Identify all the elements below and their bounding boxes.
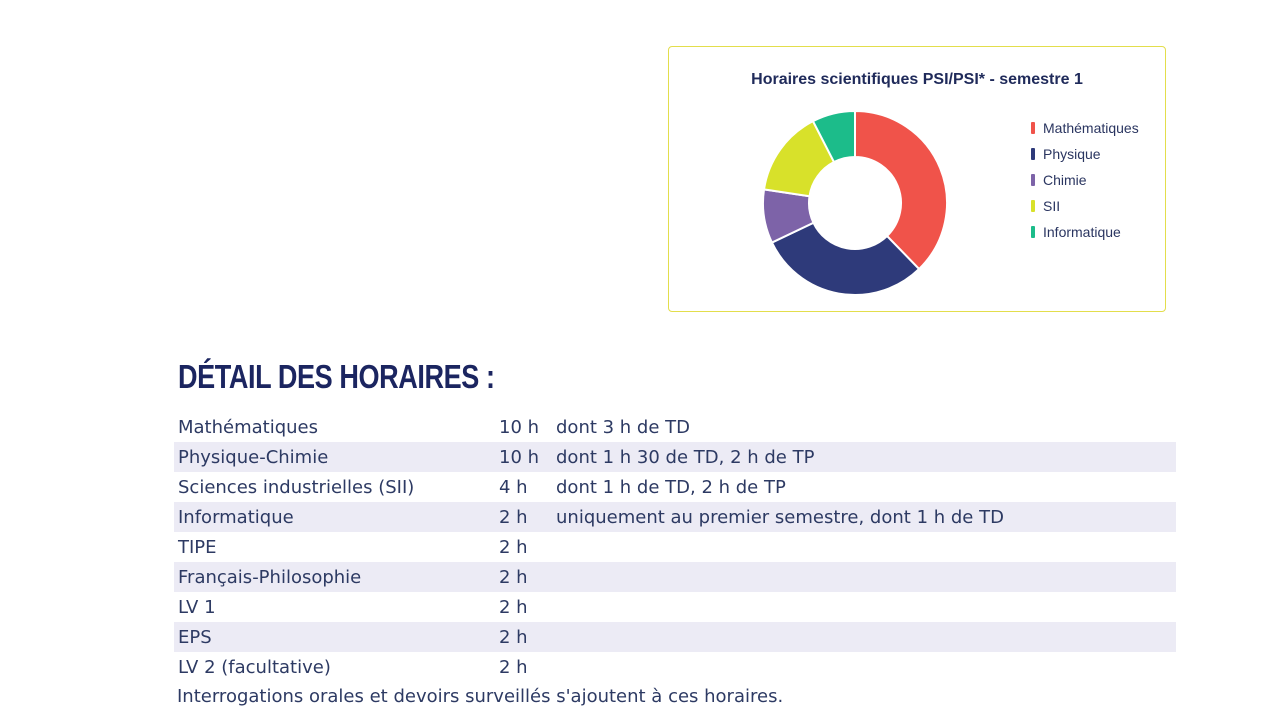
legend-item[interactable] [1031,219,1139,245]
hours-cell: 4 h [499,476,528,498]
chart-title: Horaires scientifiques PSI/PSI* - semestre 1 [751,71,1083,88]
subject-cell: LV 2 (facultative) [178,656,331,678]
hours-cell: 2 h [499,626,528,648]
table-row [174,652,1176,682]
subject-cell: TIPE [178,536,217,558]
legend-label: Physique [1043,146,1101,162]
hours-cell: 2 h [499,566,528,588]
chart-card [668,46,1166,312]
legend-item[interactable] [1031,115,1139,141]
legend-swatch [1031,122,1035,134]
table-row [174,622,1176,652]
hours-cell: 2 h [499,656,528,678]
schedule-table [174,412,1176,682]
hours-cell: 2 h [499,596,528,618]
subject-cell: Physique-Chimie [178,446,329,468]
legend-item[interactable] [1031,167,1139,193]
detail-cell: uniquement au premier semestre, dont 1 h de TD [556,506,1004,528]
subject-cell: Français-Philosophie [178,566,362,588]
legend-swatch [1031,226,1035,238]
detail-cell: dont 1 h de TD, 2 h de TP [556,476,786,498]
footnote: Interrogations orales et devoirs surveillés s'ajoutent à ces horaires. [177,686,784,707]
legend-item[interactable] [1031,193,1139,219]
legend-item[interactable] [1031,141,1139,167]
hours-cell: 2 h [499,536,528,558]
subject-cell: Informatique [178,506,294,528]
table-row [174,412,1176,442]
table-row [174,592,1176,622]
table-row [174,502,1176,532]
hours-cell: 10 h [499,416,540,438]
legend-label: Chimie [1043,172,1087,188]
table-row [174,442,1176,472]
detail-cell: dont 3 h de TD [556,416,691,438]
legend-swatch [1031,174,1035,186]
subject-cell: LV 1 [178,596,216,618]
hours-cell: 10 h [499,446,540,468]
subject-cell: Sciences industrielles (SII) [178,476,415,498]
section-title: DÉTAIL DES HORAIRES : [178,358,495,395]
detail-cell: dont 1 h 30 de TD, 2 h de TP [556,446,815,468]
donut-slice-mathématiques[interactable] [855,111,947,269]
subject-cell: Mathématiques [178,416,319,438]
subject-cell: EPS [178,626,212,648]
table-row [174,472,1176,502]
hours-cell: 2 h [499,506,528,528]
table-row [174,562,1176,592]
legend-label: Informatique [1043,224,1121,240]
legend-label: Mathématiques [1043,120,1139,136]
chart-legend [1031,115,1139,245]
table-row [174,532,1176,562]
legend-swatch [1031,200,1035,212]
legend-swatch [1031,148,1035,160]
legend-label: SII [1043,198,1061,214]
